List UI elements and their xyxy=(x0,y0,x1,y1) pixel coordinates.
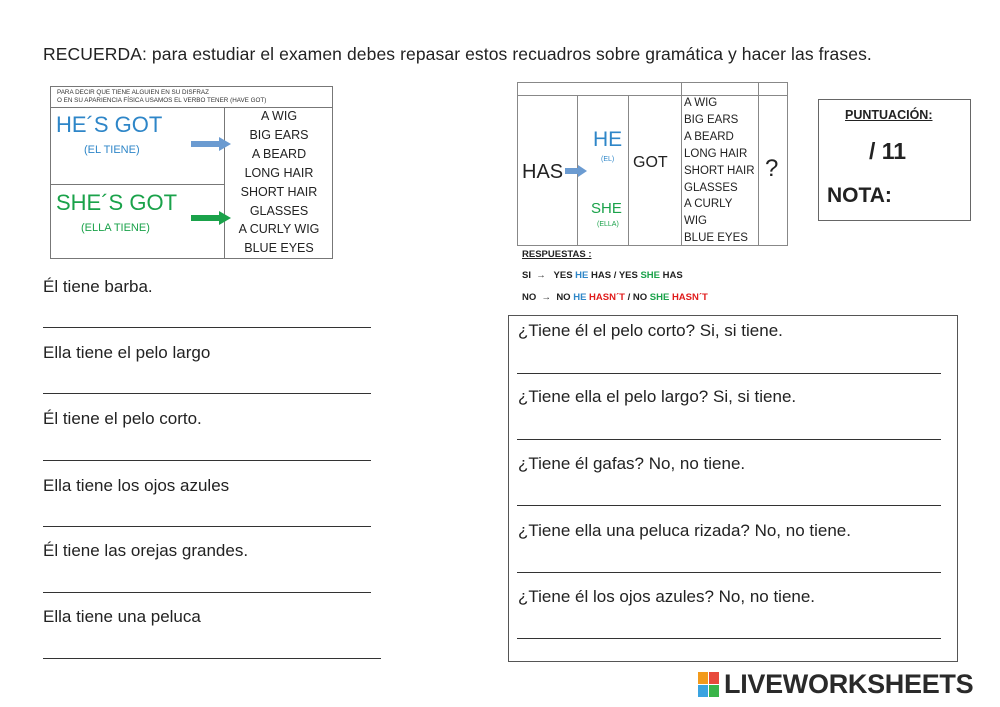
grammar-items-list xyxy=(226,107,332,258)
question-mark: ? xyxy=(765,155,779,182)
sentence-prompt: Ella tiene el pelo largo xyxy=(43,343,211,362)
answer-blank[interactable] xyxy=(43,460,371,461)
list-item: SHORT HAIR xyxy=(684,164,755,177)
she-translation: (ELLA) xyxy=(597,221,619,228)
list-item: BLUE EYES xyxy=(684,232,748,245)
he-translation: (EL TIENE) xyxy=(84,144,140,156)
list-item: GLASSES xyxy=(684,181,738,194)
separator-text: / NO xyxy=(627,292,650,303)
question-prompt: ¿Tiene él gafas? No, no tiene. xyxy=(518,454,746,473)
question-prompt: ¿Tiene ella una peluca rizada? No, no tiene. xyxy=(518,521,851,540)
score-total: / 11 xyxy=(869,138,907,164)
blue-arrow-icon xyxy=(565,165,587,177)
question-prompt: ¿Tiene él el pelo corto? Si, si tiene. xyxy=(518,321,783,340)
grade-label: NOTA: xyxy=(827,184,892,207)
answer-blank[interactable] xyxy=(43,526,371,527)
he-has-got-label: HE´S GOT xyxy=(56,112,163,137)
divider xyxy=(224,107,225,258)
score-title: PUNTUACIÓN: xyxy=(845,108,933,122)
list-item: LONG HAIR xyxy=(684,147,748,160)
arrow-right-icon: → xyxy=(533,270,552,281)
he-label: HE xyxy=(593,128,623,151)
score-box xyxy=(818,99,971,221)
grammar-note-line1: PARA DECIR QUE TIENE ALGUIEN EN SU DISFRAZ xyxy=(57,89,209,96)
question-items-list xyxy=(684,95,758,247)
grammar-note xyxy=(57,89,266,105)
has-text: HAS / YES xyxy=(591,270,641,281)
arrow-right-icon: → xyxy=(538,292,554,303)
answer-yes-row xyxy=(522,270,683,281)
divider xyxy=(51,184,224,185)
logo-text: LIVEWORKSHEETS xyxy=(724,669,974,699)
she-label: SHE xyxy=(591,200,622,217)
list-item: A CURLY xyxy=(684,198,733,211)
she-word: SHE xyxy=(649,292,672,303)
he-translation: (EL) xyxy=(601,156,615,163)
she-translation: (ELLA TIENE) xyxy=(81,222,150,234)
yes-text: YES xyxy=(553,270,576,281)
liveworksheets-logo-icon xyxy=(698,672,720,698)
has-label: HAS xyxy=(522,161,564,183)
list-item: A WIG xyxy=(684,97,718,109)
answer-blank[interactable] xyxy=(517,373,941,374)
she-word: SHE xyxy=(640,270,663,281)
sentence-prompt: Ella tiene los ojos azules xyxy=(43,476,230,495)
blue-arrow-icon xyxy=(191,137,231,151)
no-text: NO xyxy=(556,292,574,303)
list-item: SHORT HAIR xyxy=(240,184,318,199)
he-word: HE xyxy=(575,270,592,281)
answer-blank[interactable] xyxy=(43,327,371,328)
question-prompt: ¿Tiene él los ojos azules? No, no tiene. xyxy=(518,587,816,606)
sentence-prompt: Él tiene las orejas grandes. xyxy=(43,541,249,560)
answer-blank[interactable] xyxy=(43,393,371,394)
divider xyxy=(758,83,759,245)
question-prompt: ¿Tiene ella el pelo largo? Si, si tiene. xyxy=(518,387,797,406)
list-item: A BEARD xyxy=(251,146,307,161)
answer-blank[interactable] xyxy=(517,505,941,506)
si-label: SI xyxy=(522,270,534,281)
list-item: GLASSES xyxy=(249,203,309,218)
questions-box xyxy=(508,315,958,662)
list-item: WIG xyxy=(684,215,707,228)
he-word: HE xyxy=(573,292,590,303)
list-item: A CURLY WIG xyxy=(238,222,320,237)
she-has-got-label: SHE´S GOT xyxy=(56,190,178,215)
green-arrow-icon xyxy=(191,211,231,225)
has-text: HAS xyxy=(662,270,683,281)
divider xyxy=(628,95,629,245)
answer-blank[interactable] xyxy=(517,572,941,573)
sentence-prompt: Él tiene el pelo corto. xyxy=(43,409,202,428)
instructions-text: RECUERDA: para estudiar el examen debes repasar estos recuadros sobre gramática y hacer las frases. xyxy=(43,44,872,64)
list-item: A BEARD xyxy=(684,130,734,143)
hasnt-text: HASN´T xyxy=(671,292,708,303)
hasnt-text: HASN´T xyxy=(589,292,628,303)
list-item: LONG HAIR xyxy=(244,165,314,180)
sentence-prompt: Ella tiene una peluca xyxy=(43,607,201,626)
answer-blank[interactable] xyxy=(43,592,371,593)
answer-blank[interactable] xyxy=(517,638,941,639)
grammar-note-line2: O EN SU APARIENCIA FÍSICA USAMOS EL VERBO TENER (HAVE GOT) xyxy=(57,97,267,104)
list-item: BIG EARS xyxy=(249,127,309,142)
question-grammar-table xyxy=(517,82,788,246)
answer-blank[interactable] xyxy=(43,658,381,659)
list-item: BIG EARS xyxy=(684,113,739,126)
no-label: NO xyxy=(522,292,539,303)
answer-blank[interactable] xyxy=(517,439,941,440)
list-item: A WIG xyxy=(260,109,298,123)
answer-no-row xyxy=(522,292,708,303)
got-label: GOT xyxy=(633,154,668,171)
sentence-prompt: Él tiene barba. xyxy=(43,277,153,296)
grammar-box xyxy=(50,86,333,259)
list-item: BLUE EYES xyxy=(244,241,314,256)
answers-title: RESPUESTAS : xyxy=(522,249,592,260)
divider xyxy=(681,83,682,245)
